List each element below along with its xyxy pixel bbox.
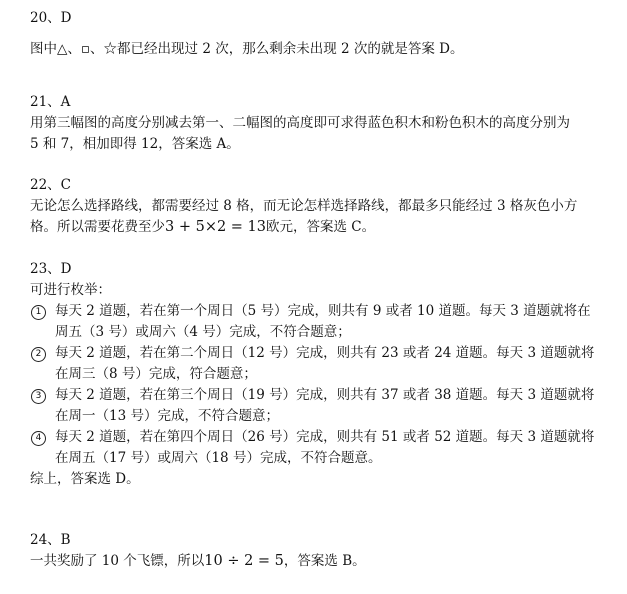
q24-heading: 24、B xyxy=(30,532,71,548)
q23-heading: 23、D xyxy=(30,261,72,277)
q23-item4-line1: 每天 2 道题，若在第四个周日（26 号）完成，则共有 51 或者 52 道题。每天 3 道题就将 xyxy=(55,429,595,445)
q22-text-line2 xyxy=(30,217,375,237)
q21-text-line2: 5 和 7，相加即得 12，答案选 A。 xyxy=(30,136,240,152)
q24-text xyxy=(30,551,366,571)
q22-line2-suffix: 欧元，答案选 C。 xyxy=(266,219,376,235)
q23-item1-line2: 周五（3 号）或周六（4 号）完成，不符合题意； xyxy=(55,324,351,340)
q23-item2-marker: 2 xyxy=(31,347,46,362)
q21-heading: 21、A xyxy=(30,94,71,110)
q20-heading: 20、D xyxy=(30,10,72,26)
q23-conclusion: 综上，答案选 D。 xyxy=(30,471,140,487)
q22-heading: 22、C xyxy=(30,177,72,193)
q23-item2-line1: 每天 2 道题，若在第二个周日（12 号）完成，则共有 23 或者 24 道题。每天 3 道题就将 xyxy=(55,345,595,361)
q24-line-suffix: ，答案选 B。 xyxy=(283,553,366,569)
q24-line-prefix: 一共奖励了 10 个飞镖，所以 xyxy=(30,553,205,569)
q23-item1-line1: 每天 2 道题，若在第一个周日（5 号）完成，则共有 9 或者 10 道题。每天 3 道题就将在 xyxy=(55,303,591,319)
q23-item3-line1: 每天 2 道题，若在第三个周日（19 号）完成，则共有 37 或者 38 道题。每天 3 道题就将 xyxy=(55,387,595,403)
q22-text-line1: 无论怎么选择路线，都需要经过 8 格，而无论怎样选择路线，都最多只能经过 3 格灰色小方 xyxy=(30,198,578,214)
q20-text: 图中△、▫、☆都已经出现过 2 次，那么剩余未出现 2 次的就是答案 D。 xyxy=(30,41,464,57)
q22-math-expression: 3 + 5×2 = 13 xyxy=(165,219,267,235)
q23-item1-marker: 1 xyxy=(31,305,46,320)
q21-text-line1: 用第三幅图的高度分别减去第一、二幅图的高度即可求得蓝色积木和粉色积木的高度分别为 xyxy=(30,115,570,131)
q23-item3-line2: 在周一（13 号）完成，不符合题意； xyxy=(55,408,279,424)
q24-math-expression: 10 ÷ 2 = 5 xyxy=(204,553,284,569)
q23-item3-marker: 3 xyxy=(31,389,46,404)
q23-intro: 可进行枚举： xyxy=(30,282,111,298)
q23-item2-line2: 在周三（8 号）完成，符合题意； xyxy=(55,366,257,382)
q23-item4-marker: 4 xyxy=(31,431,46,446)
q22-line2-prefix: 格。所以需要花费至少 xyxy=(30,219,165,235)
q23-item4-line2: 在周五（17 号）或周六（18 号）完成，不符合题意。 xyxy=(55,450,382,466)
